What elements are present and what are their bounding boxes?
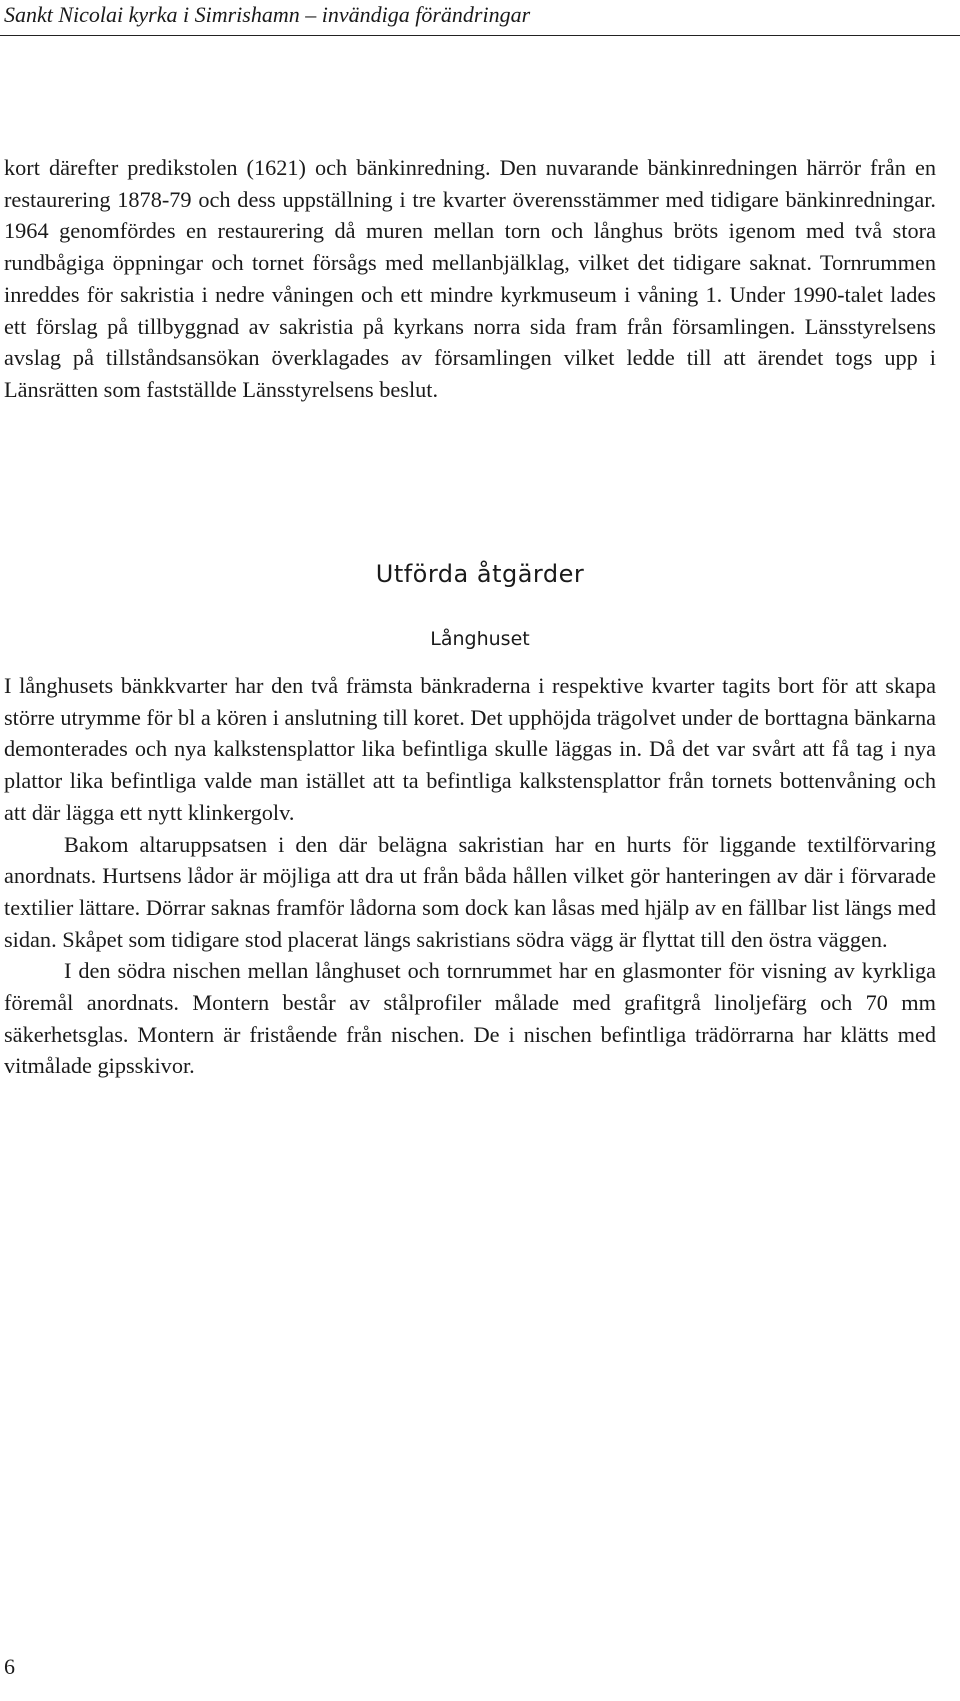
section-paragraph-3: I den södra nischen mellan långhuset och tornrummet har en glasmonter för visning av kyrkliga föremål anordnats. Montern består av stålprofiler målade med grafitgrå linoljefärg och 70 mm säkerhetsglas. Montern är fristående från nischen. De i nischen befintliga trädörrarna har klätts med vitmålade gipsskivor. [4, 958, 936, 1079]
sub-heading: Långhuset [430, 628, 530, 650]
section-paragraph-2: Bakom altaruppsatsen i den där belägna sakristian har en hurts för liggande textilförvaring anordnats. Hurtsens lådor är möjliga att dra ut från båda hållen vilket gör hanteringen av där i förvarade textilier lättare. Dörrar saknas framför lådorna som dock kan låsas med hjälp av en fällbar list längs med sidan. Skåpet som tidigare stod placerat längs sakristians södra vägg är flyttat till den östra väggen. [4, 831, 936, 952]
running-header [0, 0, 960, 36]
section-body [4, 670, 936, 1082]
intro-text [4, 152, 936, 406]
running-header-title: Sankt Nicolai kyrka i Simrishamn – invändiga förändringar [4, 2, 531, 27]
page-number: 6 [4, 1654, 15, 1679]
intro-paragraph: kort därefter predikstolen (1621) och bänkinredning. Den nuvarande bänkinredningen härrör från en restaurering 1878-79 och dess uppställning i tre kvarter överensstämmer med tidigare bänkinredningar. 1964 genomfördes en restaurering då muren mellan torn och långhus bröts igenom med två stora rundbågiga öppningar och tornet försågs med mellanbjälklag, vilket det tidigare saknat. Tornrummen inreddes för sakristia i nedre våningen och ett mindre kyrkmuseum i våning 1. Under 1990-talet lades ett förslag på tillbyggnad av sakristia på kyrkans norra sida fram från församlingen. Länsstyrelsens avslag på tillståndsansökan överklagades av församlingen vilket ledde till att ärendet togs upp i Länsrätten som fastställde Länsstyrelsens beslut. [4, 155, 936, 402]
section-heading: Utförda åtgärder [375, 560, 585, 588]
section-paragraph-1: I långhusets bänkkvarter har den två främsta bänkraderna i respektive kvarter tagits bort för att skapa större utrymme för bl a kören i anslutning till koret. Det upphöjda trägolvet under de borttagna bänkarna demonterades och nya kalkstensplattor lika befintliga skulle läggas in. Då det var svårt att få tag i nya plattor lika befintliga valde man istället att ta befintliga kalkstensplattor från tornets bottenvåning och att där lägga ett nytt klinkergolv. [4, 673, 936, 825]
